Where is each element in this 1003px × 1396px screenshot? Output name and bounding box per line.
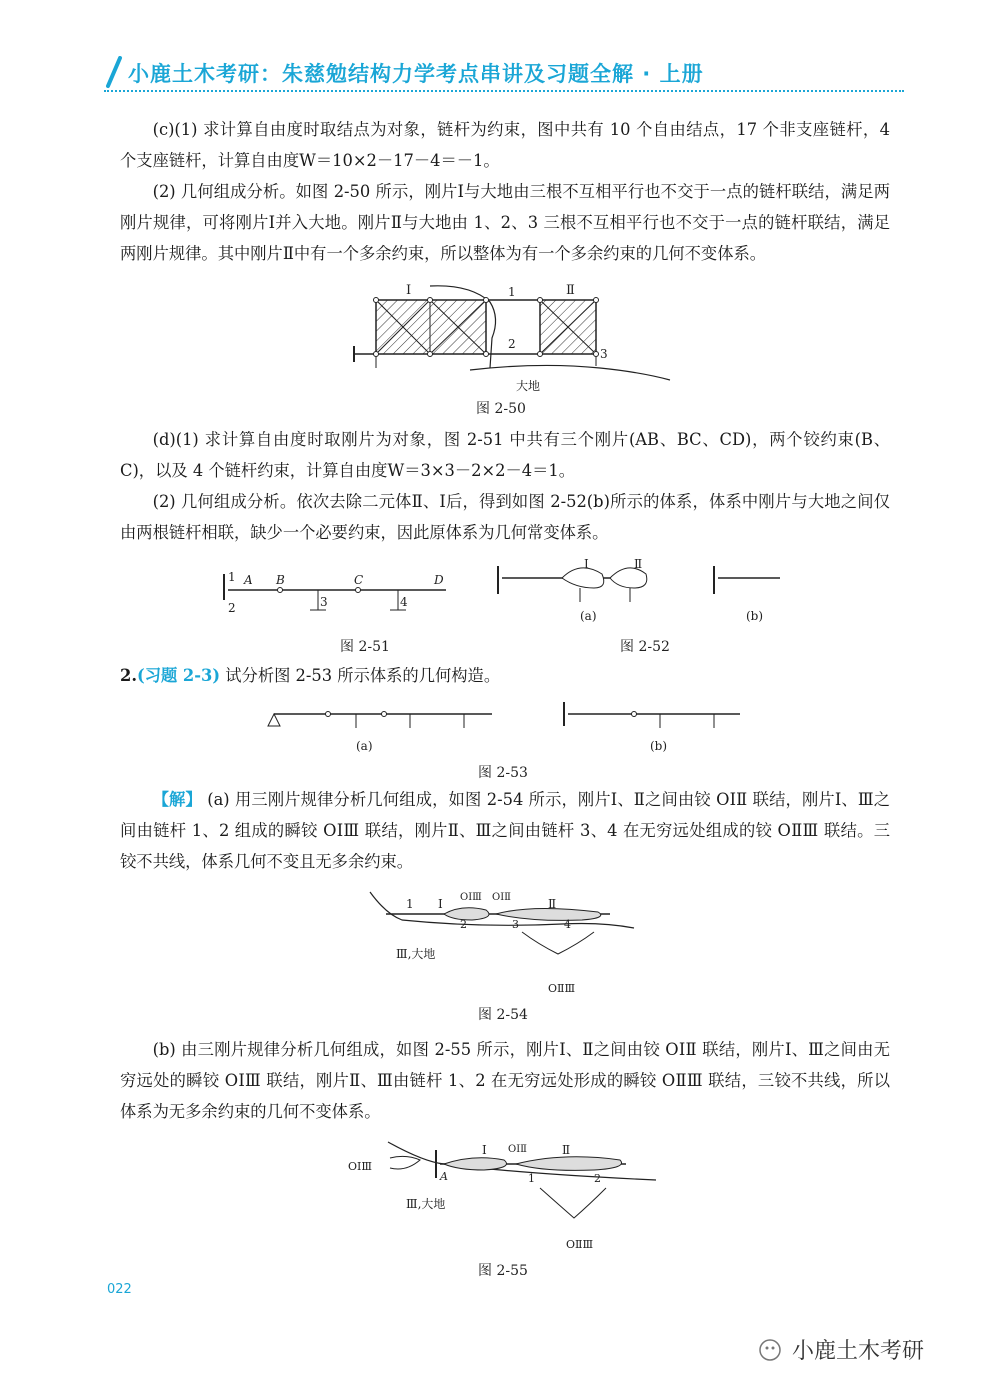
rigid-body-II [540, 300, 596, 354]
label-1: 1 [508, 285, 516, 299]
problem-text: 试分析图 2-53 所示体系的几何构造。 [225, 666, 501, 685]
label-O23: OⅡⅢ [548, 982, 576, 995]
label-A: A [244, 573, 253, 587]
label-II: Ⅱ [634, 558, 643, 571]
para-sol-b: (b) 由三刚片规律分析几何组成，如图 2-55 所示，刚片Ⅰ、Ⅱ之间由铰 OⅠⅡ 联结，刚片Ⅰ、Ⅲ之间由无穷远处的瞬铰 OⅠⅢ 联结，刚片Ⅱ、Ⅲ由链杆 1、2 在无穷远处形成的瞬铰 OⅡⅢ 联结，三铰不共线，所以体系为无多余约束的几何不变体系。 [120, 1040, 890, 1121]
para-d1: (d)(1) 求计算自由度时取刚片为对象，图 2-51 中共有三个刚片(AB、BC、CD)，两个铰约束(B、C)，以及 4 个链杆约束，计算自由度W＝3×3－2×2－4＝1。 [120, 430, 890, 480]
section-d [120, 424, 890, 548]
figure-2-50 [340, 278, 680, 398]
book-title: 小鹿土木考研：朱慈勉结构力学考点串讲及习题全解 · 上册 [128, 62, 704, 86]
label-I: Ⅰ [584, 558, 589, 571]
label-1: 1 [406, 897, 414, 911]
label-O12: OⅠⅡ [508, 1144, 527, 1155]
label-2: 2 [460, 918, 467, 931]
figure-2-52 [484, 558, 784, 622]
figure-2-55 [344, 1134, 662, 1256]
label-O12: OⅠⅡ [492, 892, 511, 903]
label-4: 4 [564, 918, 571, 931]
figure-2-54 [362, 884, 642, 1000]
label-O13: OⅠⅢ [348, 1160, 372, 1173]
label-2: 2 [594, 1172, 601, 1185]
caption-2-52: 图 2-52 [620, 639, 670, 655]
wechat-icon [758, 1336, 784, 1362]
label-4: 4 [400, 595, 408, 609]
sub-b: (b) [650, 739, 668, 753]
solution-a [120, 784, 890, 877]
label-II: Ⅱ [566, 283, 575, 298]
figure-2-53 [264, 698, 744, 758]
para-sol-a: (a) 用三刚片规律分析几何组成，如图 2-54 所示，刚片Ⅰ、Ⅱ之间由铰 OⅠⅡ 联结，刚片Ⅰ、Ⅲ之间由链杆 1、2 组成的瞬铰 OⅠⅢ 联结，刚片Ⅱ、Ⅲ之间由链杆 3、4 在无穷远处组成的铰 OⅡⅢ 联结。三铰不共线，体系几何不变且无多余约束。 [120, 790, 890, 871]
label-O13: OⅠⅢ [460, 892, 482, 903]
para-c1: (c)(1) 求计算自由度时取结点为对象，链杆为约束，图中共有 10 个自由结点，17 个非支座链杆，4 个支座链杆，计算自由度W＝10×2－17－4＝－1。 [120, 120, 890, 170]
sub-a: (a) [580, 609, 597, 622]
pen-icon [104, 56, 124, 90]
label-1: 1 [528, 1172, 535, 1185]
label-II: Ⅱ [548, 897, 557, 911]
sub-a: (a) [356, 739, 373, 753]
figure-2-51 [214, 566, 454, 622]
label-2: 2 [228, 601, 236, 615]
label-3: 3 [320, 595, 328, 609]
caption-2-53: 图 2-53 [478, 765, 528, 781]
label-2: 2 [508, 337, 516, 351]
label-I: Ⅰ [406, 283, 412, 298]
problem-tag: (习题 2-3) [137, 666, 221, 685]
label-ground: Ⅲ,大地 [396, 947, 436, 961]
caption-2-54: 图 2-54 [478, 1007, 528, 1023]
label-II: Ⅱ [562, 1143, 571, 1157]
label-B: B [276, 573, 285, 587]
para-d2: (2) 几何组成分析。依次去除二元体Ⅱ、Ⅰ后，得到如图 2-52(b)所示的体系，体系中刚片与大地之间仅由两根链杆相联，缺少一个必要约束，因此原体系为几何常变体系。 [120, 492, 890, 542]
sub-b: (b) [746, 609, 764, 622]
label-I: Ⅰ [438, 897, 443, 911]
caption-2-50: 图 2-50 [476, 401, 526, 417]
problem-2 [120, 660, 890, 691]
header-rule [104, 90, 904, 92]
section-c [120, 114, 890, 269]
watermark: 小鹿土木考研 [792, 1339, 925, 1364]
caption-2-51: 图 2-51 [340, 639, 390, 655]
label-ground: 大地 [516, 379, 541, 393]
problem-number: 2. [120, 666, 137, 685]
page-number: 022 [107, 1282, 132, 1297]
label-3: 3 [512, 918, 519, 931]
label-I: Ⅰ [482, 1143, 487, 1157]
label-3: 3 [600, 347, 608, 361]
rigid-body-I [376, 300, 486, 354]
page-header [104, 52, 904, 98]
label-A: A [440, 1170, 448, 1183]
label-ground: Ⅲ,大地 [406, 1197, 446, 1211]
solution-b [120, 1034, 890, 1127]
para-c2: (2) 几何组成分析。如图 2-50 所示，刚片Ⅰ与大地由三根不互相平行也不交于一点的链杆联结，满足两刚片规律，可将刚片Ⅰ并入大地。刚片Ⅱ与大地由 1、2、3 三根不互相平行也不交于一点的链杆联结，满足两刚片规律。其中刚片Ⅱ中有一个多余约束，所以整体为有一个多余约束的几何不变体系。 [120, 182, 890, 263]
label-C: C [354, 573, 364, 587]
label-O23: OⅡⅢ [566, 1238, 594, 1251]
caption-2-55: 图 2-55 [478, 1263, 528, 1279]
label-1: 1 [228, 570, 236, 584]
solution-tag: 【解】 [152, 790, 202, 809]
label-D: D [434, 573, 444, 587]
